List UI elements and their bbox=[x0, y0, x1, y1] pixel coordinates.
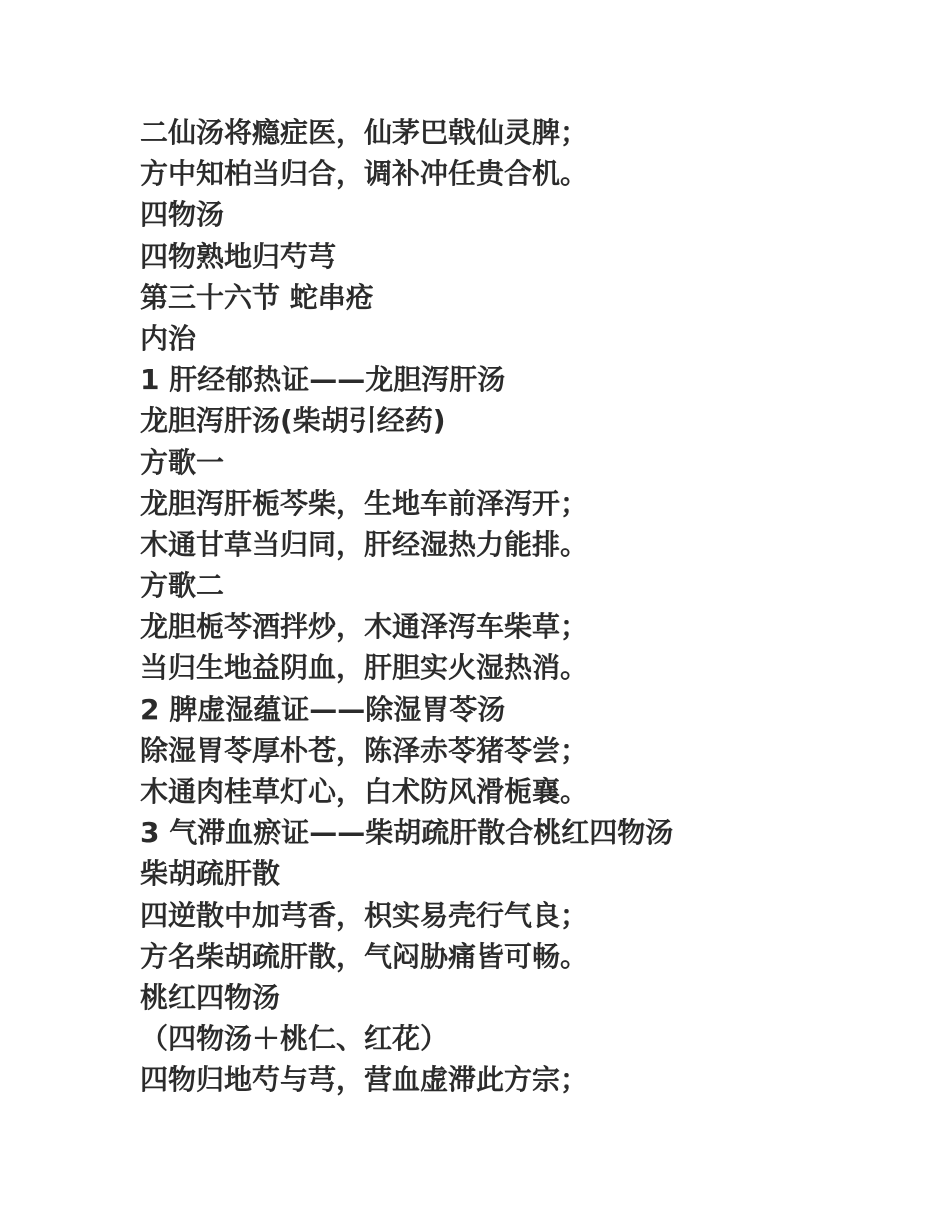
syndrome-heading: 2 脾虚湿蕴证——除湿胃苓汤 bbox=[140, 692, 506, 726]
verse-heading: 方歌二 bbox=[140, 569, 225, 603]
verse-line: 四逆散中加芎香，枳实易壳行气良； bbox=[140, 898, 589, 932]
section-heading: 第三十六节 蛇串疮 bbox=[140, 280, 374, 314]
formula-composition: （四物汤＋桃仁、红花） bbox=[140, 1022, 449, 1056]
text-block bbox=[140, 112, 920, 1101]
subsection-heading: 内治 bbox=[140, 321, 197, 355]
verse-line: 方中知柏当归合，调补冲任贵合机。 bbox=[140, 157, 589, 191]
syndrome-heading: 1 肝经郁热证——龙胆泻肝汤 bbox=[140, 363, 506, 397]
verse-line: 除湿胃苓厚朴苍，陈泽赤苓猪苓尝； bbox=[140, 733, 589, 767]
verse-line: 当归生地益阴血，肝胆实火湿热消。 bbox=[140, 651, 589, 685]
verse-line: 木通甘草当归同，肝经湿热力能排。 bbox=[140, 527, 589, 561]
formula-heading: 龙胆泻肝汤(柴胡引经药) bbox=[140, 404, 446, 438]
verse-line: 木通肉桂草灯心，白术防风滑栀襄。 bbox=[140, 775, 589, 808]
formula-heading: 桃红四物汤 bbox=[140, 980, 281, 1014]
verse-line: 方名柴胡疏肝散，气闷胁痛皆可畅。 bbox=[140, 939, 589, 973]
syndrome-heading: 3 气滞血瘀证——柴胡疏肝散合桃红四物汤 bbox=[140, 816, 674, 850]
formula-heading: 柴胡疏肝散 bbox=[140, 857, 281, 891]
verse-line: 四物熟地归芍芎 bbox=[140, 239, 337, 273]
verse-line: 四物归地芍与芎，营血虚滞此方宗； bbox=[140, 1063, 589, 1097]
verse-line: 龙胆泻肝栀芩柴，生地车前泽泻开； bbox=[140, 486, 589, 520]
verse-heading: 方歌一 bbox=[140, 445, 225, 479]
verse-line: 龙胆栀芩酒拌炒，木通泽泻车柴草； bbox=[140, 610, 589, 644]
formula-heading: 四物汤 bbox=[140, 198, 225, 232]
verse-line: 二仙汤将瘾症医，仙茅巴戟仙灵脾； bbox=[140, 116, 589, 149]
